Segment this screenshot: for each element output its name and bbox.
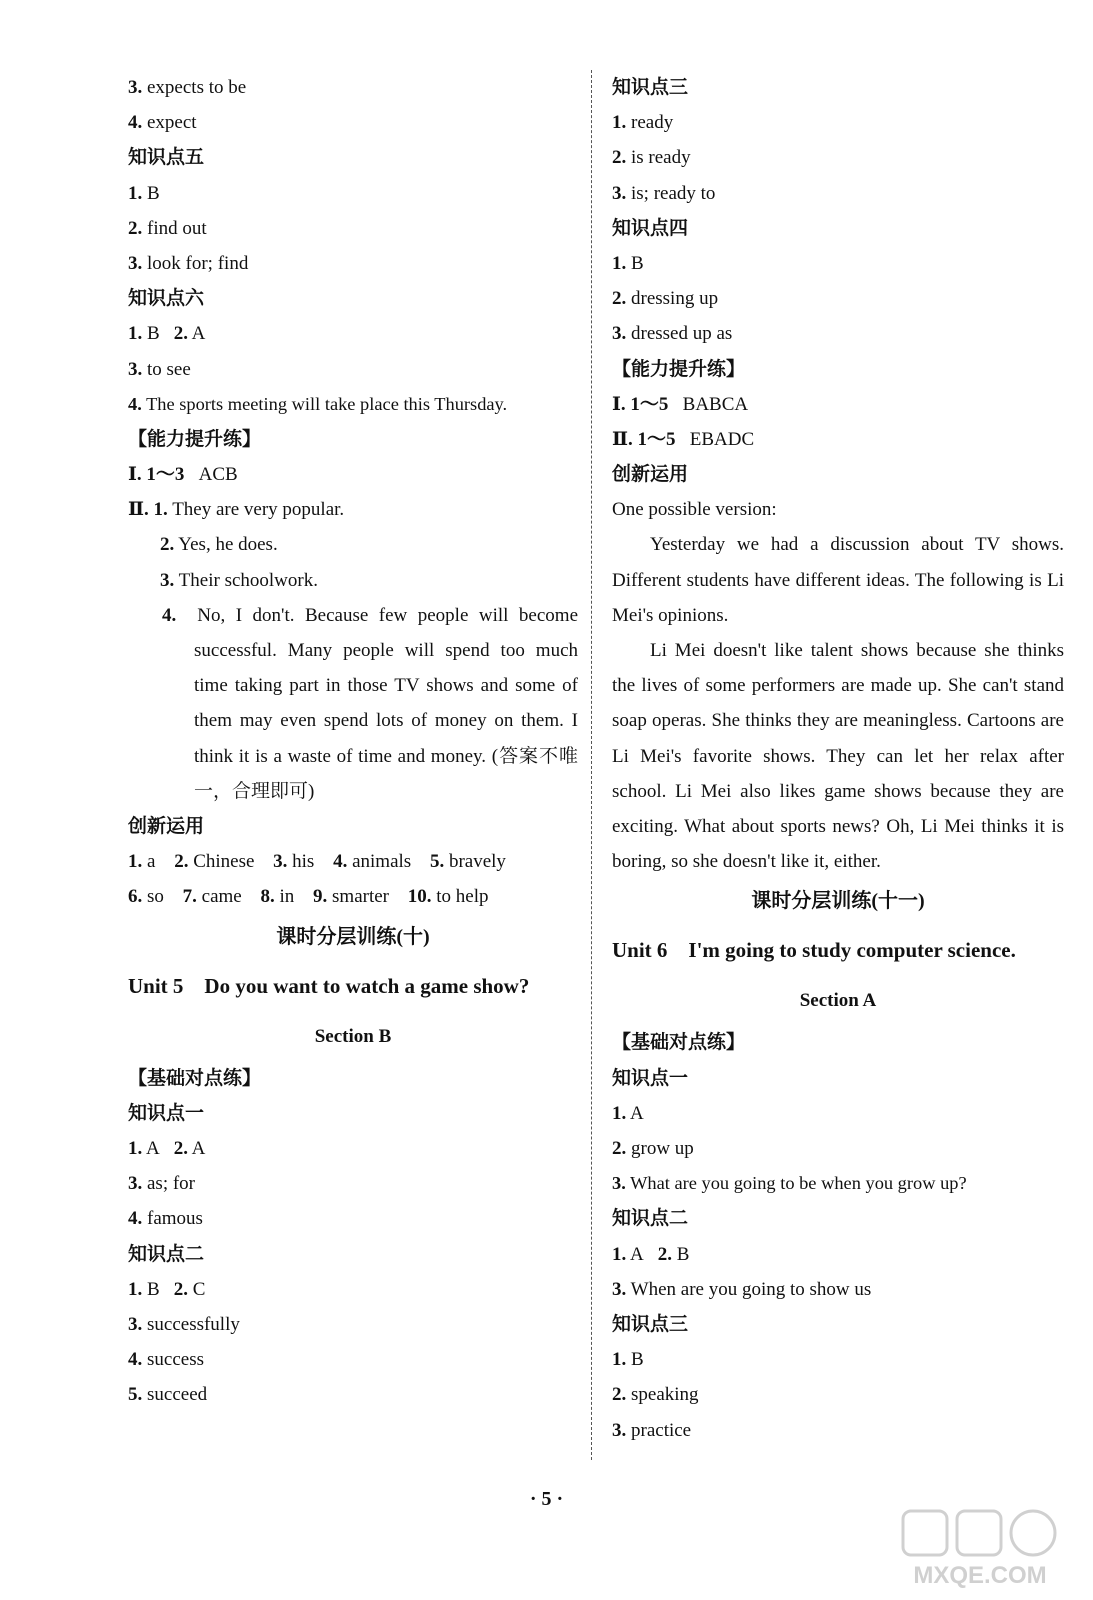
knowledge-point-heading: 知识点三	[612, 1313, 689, 1335]
lesson-title: 课时分层训练(十一)	[751, 890, 925, 913]
answer-line: 1. B	[128, 182, 160, 204]
answer-line: Ⅱ. 1. They are very popular.	[128, 499, 345, 521]
answer-line: 3. When are you going to show us	[612, 1278, 872, 1300]
knowledge-point-heading: 知识点二	[612, 1208, 689, 1230]
answer-site-watermark-icon	[895, 1505, 1065, 1593]
basic-section-heading: 【基础对点练】	[612, 1032, 746, 1054]
knowledge-point-heading: 知识点六	[128, 288, 205, 310]
answer-line: 3. as; for	[128, 1173, 196, 1195]
answer-line: 1. B	[612, 1349, 644, 1371]
answer-line: 1. A	[612, 1102, 644, 1124]
answer-line: Ⅰ. 1～3 ACB	[128, 464, 238, 486]
watermark-text: MXQE.COM	[913, 1562, 1047, 1589]
answer-line: 2. find out	[128, 217, 207, 239]
answer-line: 3. expects to be	[128, 77, 247, 98]
answer-line: 5. succeed	[128, 1384, 208, 1406]
essay-paragraph: Yesterday we had a discussion about TV shows. Different students have different ideas. The following is Li Mei's opinions.	[612, 534, 1064, 626]
answer-line: 3. Their schoolwork.	[160, 569, 318, 591]
right-column	[612, 70, 1064, 1448]
knowledge-point-heading: 知识点三	[612, 77, 689, 98]
innovation-heading: 创新运用	[128, 816, 205, 838]
basic-section-heading: 【基础对点练】	[128, 1067, 262, 1089]
answer-line: 3. is; ready to	[612, 182, 716, 204]
knowledge-point-heading: 知识点五	[128, 147, 205, 169]
unit-title: Unit 6 I'm going to study computer science.	[612, 938, 1016, 963]
answer-line: 3. dressed up as	[612, 323, 733, 345]
answer-row: 6. so 7. came 8. in 9. smarter 10. to help	[128, 886, 489, 908]
answer-line: Ⅰ. 1～5 BABCA	[612, 393, 749, 415]
answer-row: 1. a 2. Chinese 3. his 4. animals 5. bravely	[128, 851, 506, 873]
answer-line: 3. What are you going to be when you grow up?	[612, 1173, 967, 1194]
essay-paragraph: Li Mei doesn't like talent shows because she thinks the lives of some performers are made up. She can't stand soap operas. She thinks they are meaningless. Cartoons are Li Mei's favorite shows. They can let her relax after school. Li Mei also likes game shows because they are exciting. What about sports news? Oh, Li Mei thinks it is boring, so she doesn't like it, either.	[612, 640, 1064, 873]
answer-line: 3. to see	[128, 358, 191, 380]
answer-line: 1. A 2. B	[612, 1243, 690, 1265]
ability-section-heading: 【能力提升练】	[128, 428, 262, 450]
lesson-title: 课时分层训练(十)	[276, 925, 430, 948]
left-column	[128, 70, 578, 1412]
answer-line: 2. Yes, he does.	[160, 534, 278, 556]
answer-line: 2. dressing up	[612, 288, 719, 310]
section-title: Section B	[314, 1025, 392, 1047]
answer-line: Ⅱ. 1～5 EBADC	[612, 428, 755, 450]
page-number: · 5 ·	[529, 1488, 564, 1510]
section-title: Section A	[799, 990, 877, 1012]
answer-paragraph: 4. No, I don't. Because few people will become successful. Many people will spend too much time taking part in those TV shows and some of them may even spend lots of money on them. I think it is a waste of time and money. (答案不唯一，合理即可)	[162, 604, 579, 802]
answer-line: 4. The sports meeting will take place this Thursday.	[128, 393, 508, 414]
answer-line: 2. speaking	[612, 1384, 699, 1406]
version-label: One possible version:	[612, 499, 777, 521]
knowledge-point-heading: 知识点四	[612, 217, 689, 239]
answer-line: 1. ready	[612, 112, 674, 134]
answer-line: 3. practice	[612, 1419, 692, 1441]
answer-line: 1. B 2. A	[128, 323, 206, 345]
answer-line: 3. look for; find	[128, 252, 249, 274]
answer-line: 4. expect	[128, 112, 197, 134]
ability-section-heading: 【能力提升练】	[612, 358, 746, 380]
answer-line: 2. is ready	[612, 147, 691, 169]
answer-line: 2. grow up	[612, 1138, 694, 1160]
unit-title: Unit 5 Do you want to watch a game show?	[128, 973, 530, 998]
knowledge-point-heading: 知识点一	[612, 1067, 689, 1089]
column-divider	[591, 70, 592, 1460]
answer-line: 1. A 2. A	[128, 1137, 206, 1159]
answer-line: 3. successfully	[128, 1313, 240, 1335]
answer-line: 1. B	[612, 252, 644, 274]
answer-line: 4. success	[128, 1349, 204, 1371]
knowledge-point-heading: 知识点二	[128, 1243, 205, 1265]
answer-line: 1. B 2. C	[128, 1278, 206, 1300]
answer-line: 4. famous	[128, 1208, 203, 1230]
knowledge-point-heading: 知识点一	[128, 1102, 205, 1124]
innovation-heading: 创新运用	[612, 464, 689, 486]
